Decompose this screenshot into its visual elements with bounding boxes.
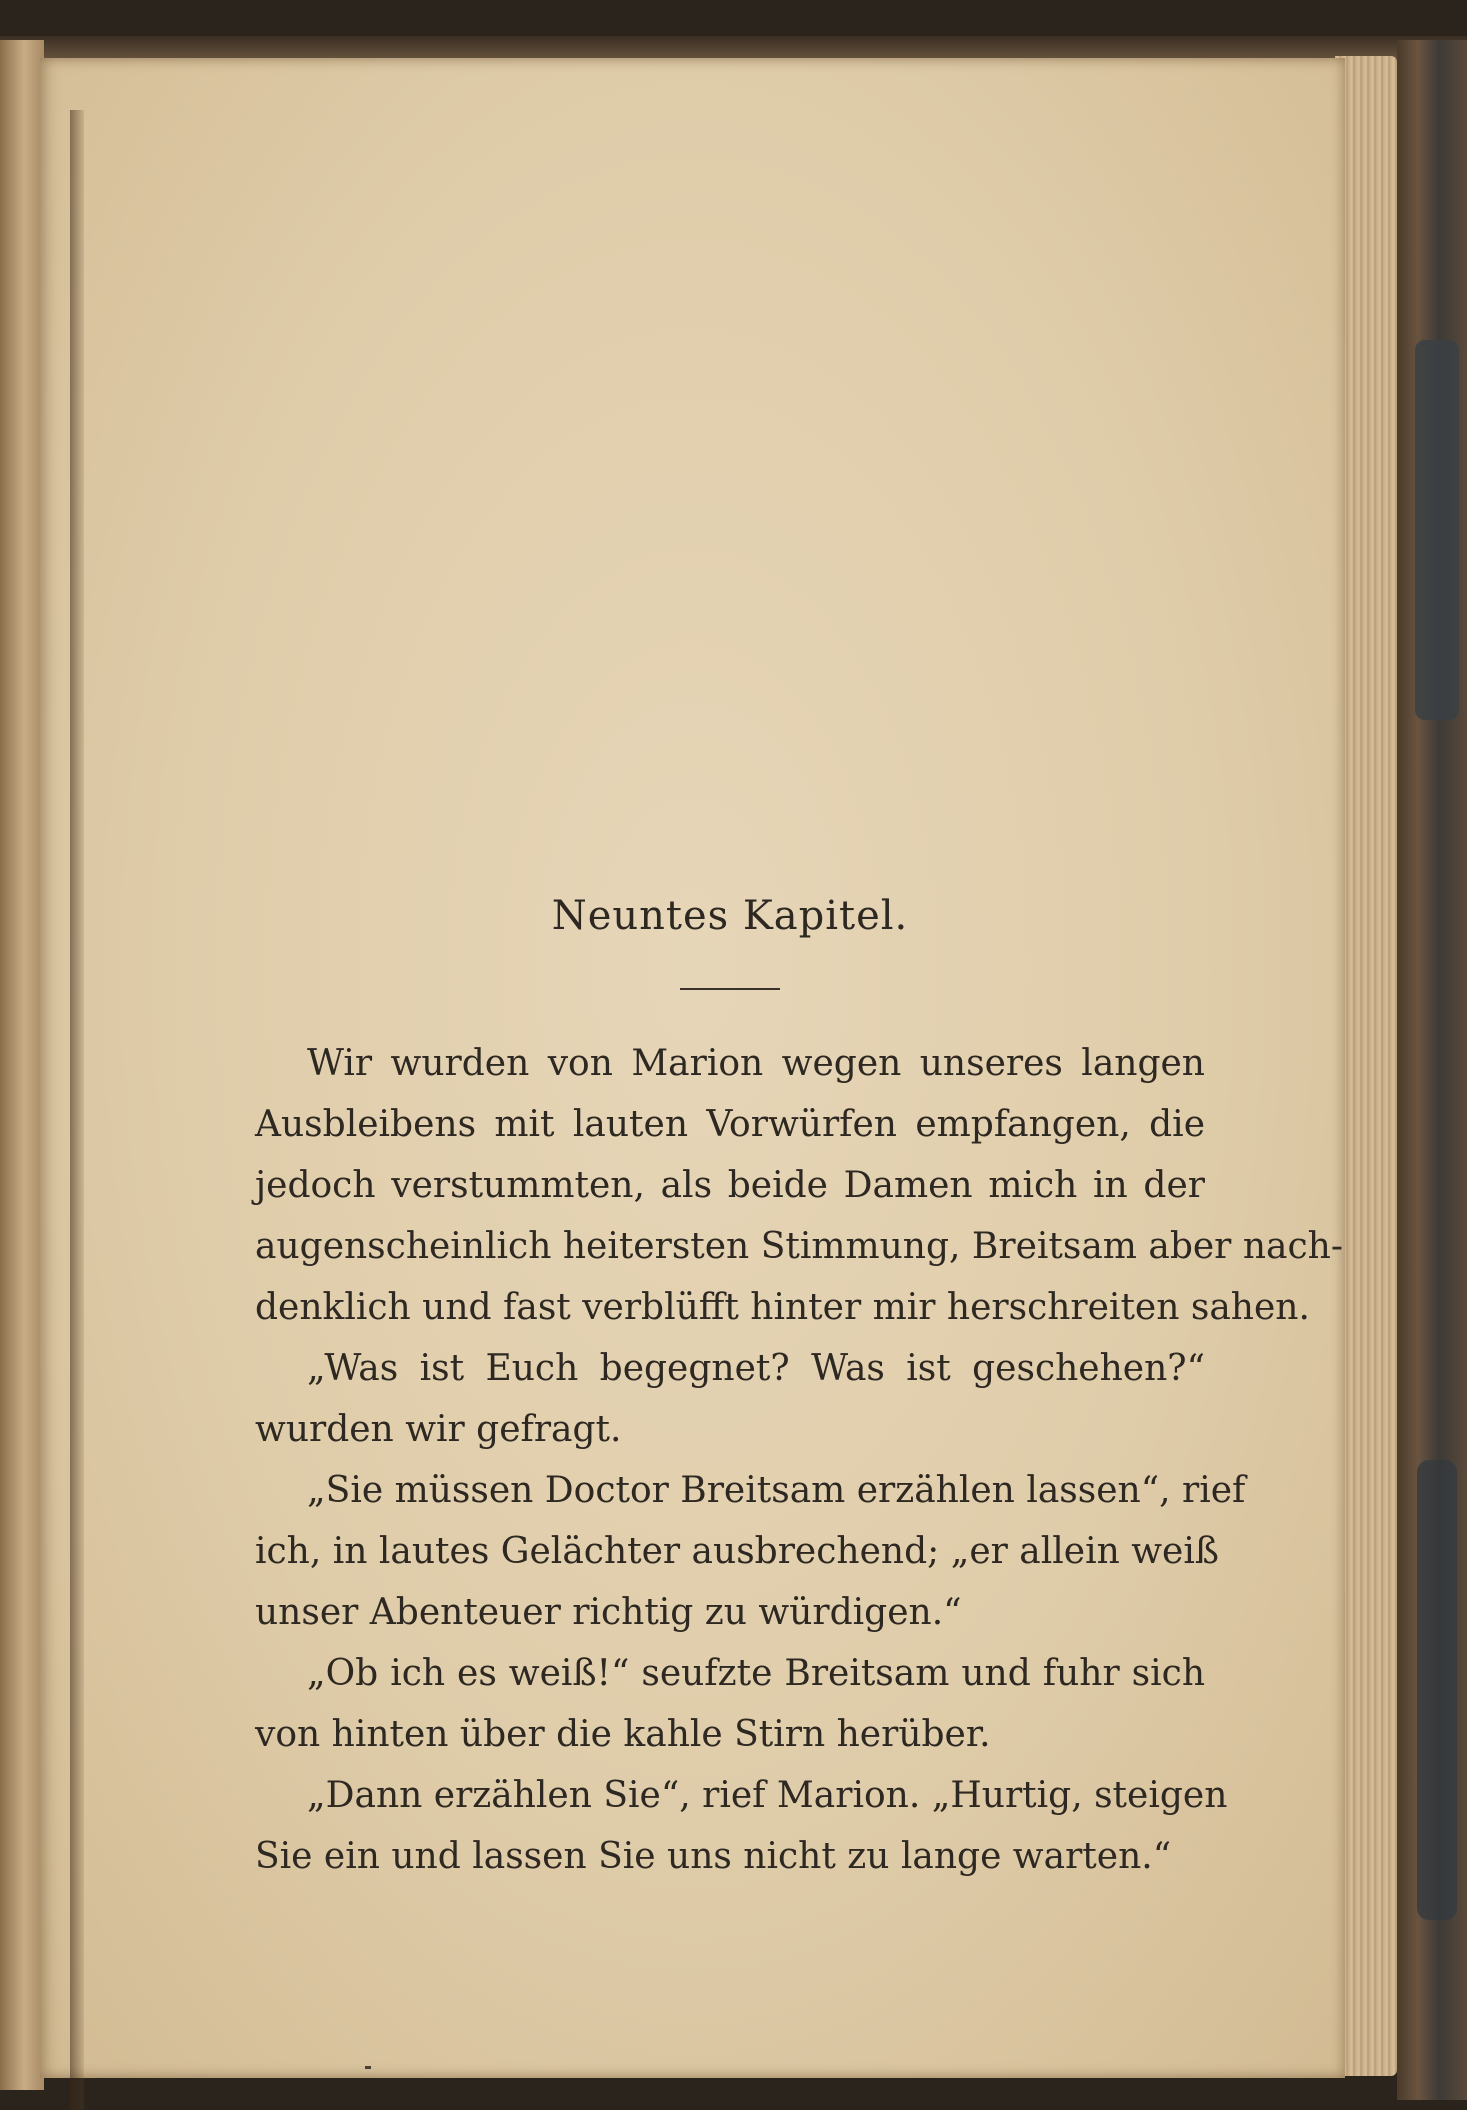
text-line: „Was ist Euch begegnet? Was ist geschehen?“ (307, 1348, 1205, 1389)
text-line: denklich und fast verblüfft hinter mir herschreiten sahen. (255, 1287, 1310, 1328)
text-line: „Dann erzählen Sie“, rief Marion. „Hurtig, steigen (307, 1775, 1228, 1816)
cover-wear-mark (1415, 340, 1459, 720)
page-gutter-shadow (70, 110, 84, 2110)
book-page (40, 58, 1345, 2078)
ink-speck (365, 2066, 371, 2069)
text-line: ich, in lautes Gelächter ausbrechend; „er allein weiß (255, 1531, 1219, 1572)
title-rule (680, 988, 780, 990)
text-line: Sie ein und lassen Sie uns nicht zu lange warten.“ (255, 1836, 1172, 1877)
text-line: Ausbleibens mit lauten Vorwürfen empfangen, die (255, 1104, 1205, 1145)
text-line: augenscheinlich heitersten Stimmung, Breitsam aber nach- (255, 1226, 1343, 1267)
cover-wear-mark (1417, 1460, 1457, 1920)
text-line: „Sie müssen Doctor Breitsam erzählen lassen“, rief (307, 1470, 1246, 1511)
text-line: von hinten über die kahle Stirn herüber. (255, 1714, 991, 1755)
book-cover-right (1397, 40, 1467, 2100)
chapter-title: Neuntes Kapitel. (551, 893, 909, 939)
left-page-edge (0, 40, 44, 2090)
text-line: jedoch verstummten, als beide Damen mich in der (255, 1165, 1205, 1206)
text-line: unser Abenteuer richtig zu würdigen.“ (255, 1592, 962, 1633)
page-text-block (255, 893, 1343, 1887)
text-line: Wir wurden von Marion wegen unseres langen (307, 1043, 1205, 1084)
text-line: „Ob ich es weiß!“ seufzte Breitsam und fuhr sich (307, 1653, 1205, 1694)
text-line: wurden wir gefragt. (255, 1409, 622, 1450)
body-text (255, 1033, 1343, 1887)
